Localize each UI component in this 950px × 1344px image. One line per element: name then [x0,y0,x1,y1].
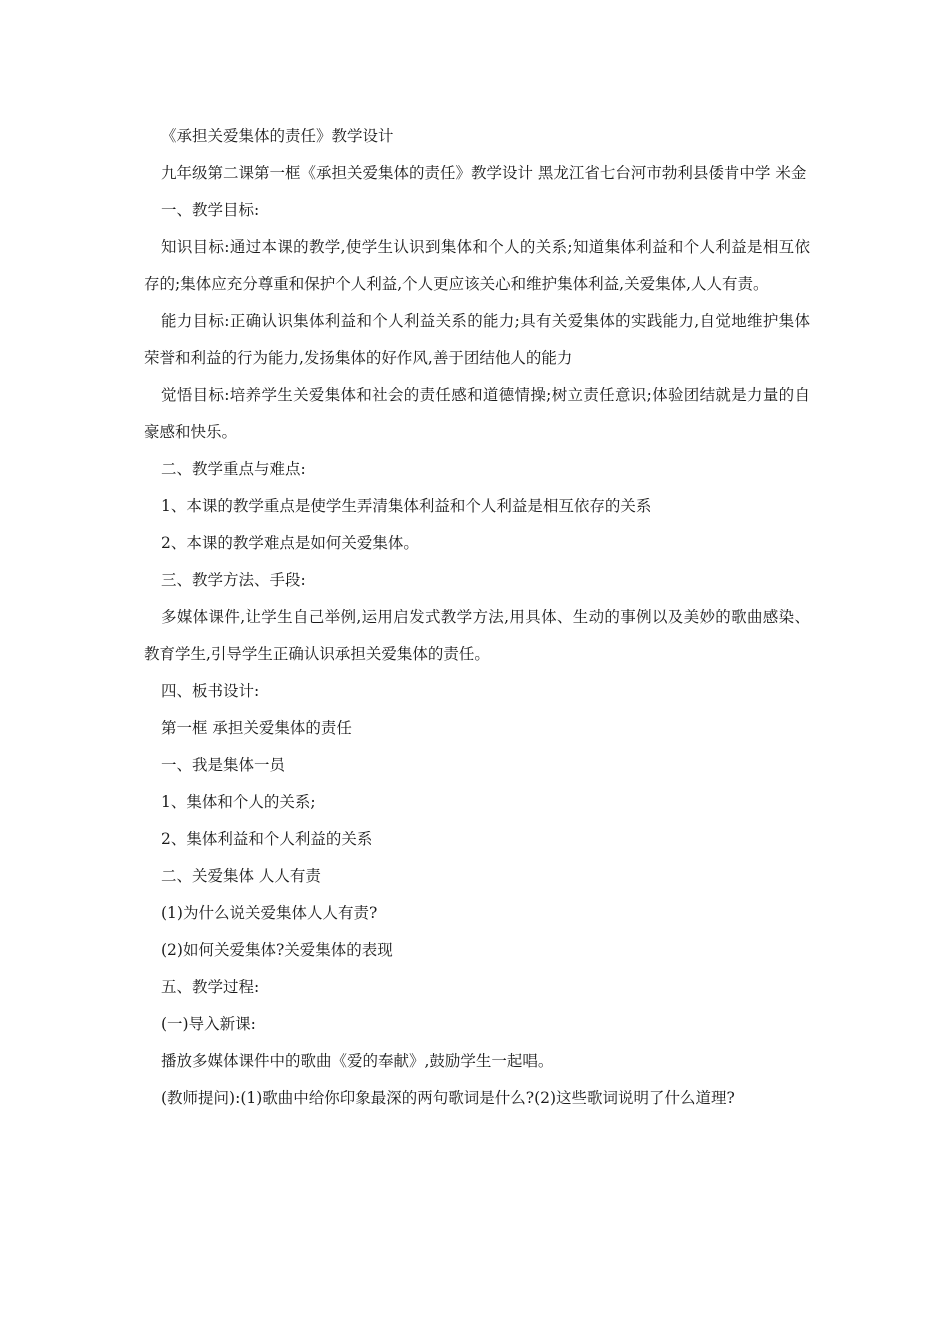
intro-paragraph: 九年级第二课第一框《承担关爱集体的责任》教学设计 黑龙江省七台河市勃利县倭肯中学 米金 [161,164,807,182]
section-heading-board-design: 四、板书设计: [161,682,260,700]
section-heading-process: 五、教学过程: [161,978,260,996]
knowledge-objective: 知识目标:通过本课的教学,使学生认识到集体和个人的关系;知道集体利益和个人利益是相互依存的;集体应充分尊重和保护个人利益,个人更应该关心和维护集体利益,关爱集体,人人有责。 [144,238,810,293]
section-heading-key-points: 二、教学重点与难点: [161,460,306,478]
board-item-1-1: 1、集体和个人的关系; [161,793,316,811]
methods-paragraph: 多媒体课件,让学生自己举例,运用启发式教学方法,用具体、生动的事例以及美妙的歌曲感染、教育学生,引导学生正确认识承担关爱集体的责任。 [144,608,810,663]
section-heading-methods: 三、教学方法、手段: [161,571,306,589]
document-title: 《承担关爱集体的责任》教学设计 [161,127,394,145]
board-item-2-2: (2)如何关爱集体?关爱集体的表现 [161,941,393,959]
key-point-2: 2、本课的教学难点是如何关爱集体。 [161,534,419,552]
process-step-1: (一)导入新课: [161,1015,256,1033]
process-text-2: (教师提问):(1)歌曲中给你印象最深的两句歌词是什么?(2)这些歌词说明了什么道理? [161,1089,735,1107]
awareness-objective: 觉悟目标:培养学生关爱集体和社会的责任感和道德情操;树立责任意识;体验团结就是力量的自豪感和快乐。 [144,386,810,441]
document-body [144,118,810,1117]
board-item-1-2: 2、集体利益和个人利益的关系 [161,830,373,848]
board-design-title: 第一框 承担关爱集体的责任 [161,719,352,737]
board-item-2: 二、关爱集体 人人有责 [161,867,321,885]
section-heading-objectives: 一、教学目标: [161,201,260,219]
board-item-1: 一、我是集体一员 [161,756,286,774]
board-item-2-1: (1)为什么说关爱集体人人有责? [161,904,378,922]
key-point-1: 1、本课的教学重点是使学生弄清集体利益和个人利益是相互依存的关系 [161,497,652,515]
ability-objective: 能力目标:正确认识集体利益和个人利益关系的能力;具有关爱集体的实践能力,自觉地维护集体荣誉和利益的行为能力,发扬集体的好作风,善于团结他人的能力 [144,312,810,367]
process-text-1: 播放多媒体课件中的歌曲《爱的奉献》,鼓励学生一起唱。 [161,1052,554,1070]
